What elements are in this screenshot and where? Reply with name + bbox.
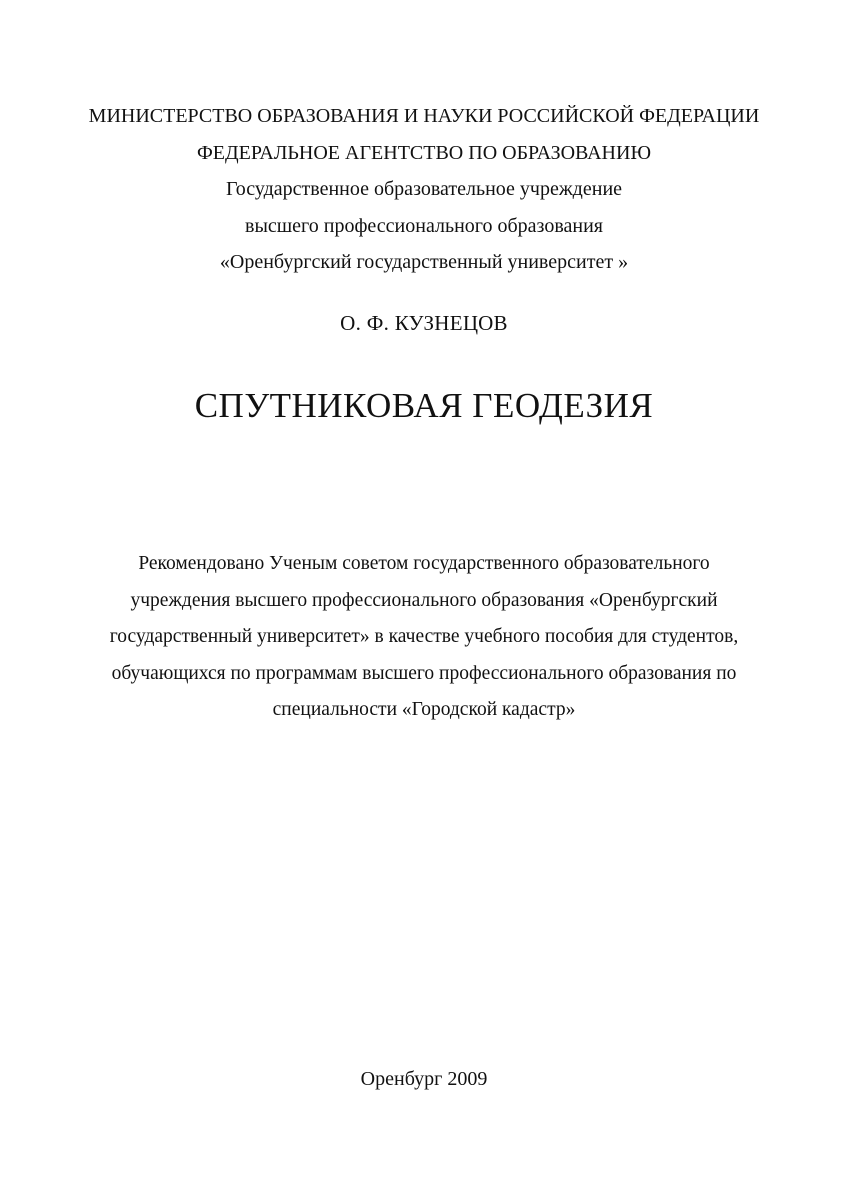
education-level-line: высшего профессионального образования: [245, 214, 603, 237]
recommendation-line: специальности «Городской кадастр»: [272, 699, 576, 720]
city-year-imprint: Оренбург 2009: [360, 1068, 488, 1090]
recommendation-line: обучающихся по программам высшего профессионального образования по: [111, 662, 737, 684]
recommendation-block: [0, 546, 848, 729]
author-name: О. Ф. КУЗНЕЦОВ: [340, 311, 508, 335]
recommendation-line: учреждения высшего профессионального образования «Оренбургский: [130, 589, 718, 611]
institution-type-line: Государственное образовательное учреждение: [225, 178, 623, 200]
recommendation-line: Рекомендовано Ученым советом государственного образовательного: [138, 553, 710, 574]
ministry-line: МИНИСТЕРСТВО ОБРАЗОВАНИЯ И НАУКИ РОССИЙСКОЙ ФЕДЕРАЦИИ: [88, 105, 760, 127]
book-title: СПУТНИКОВАЯ ГЕОДЕЗИЯ: [194, 386, 654, 425]
institution-header: [0, 98, 848, 281]
recommendation-line: государственный университет» в качестве учебного пособия для студентов,: [109, 626, 739, 647]
university-name-line: «Оренбургский государственный университет »: [219, 251, 629, 273]
agency-line: ФЕДЕРАЛЬНОЕ АГЕНТСТВО ПО ОБРАЗОВАНИЮ: [196, 141, 651, 164]
